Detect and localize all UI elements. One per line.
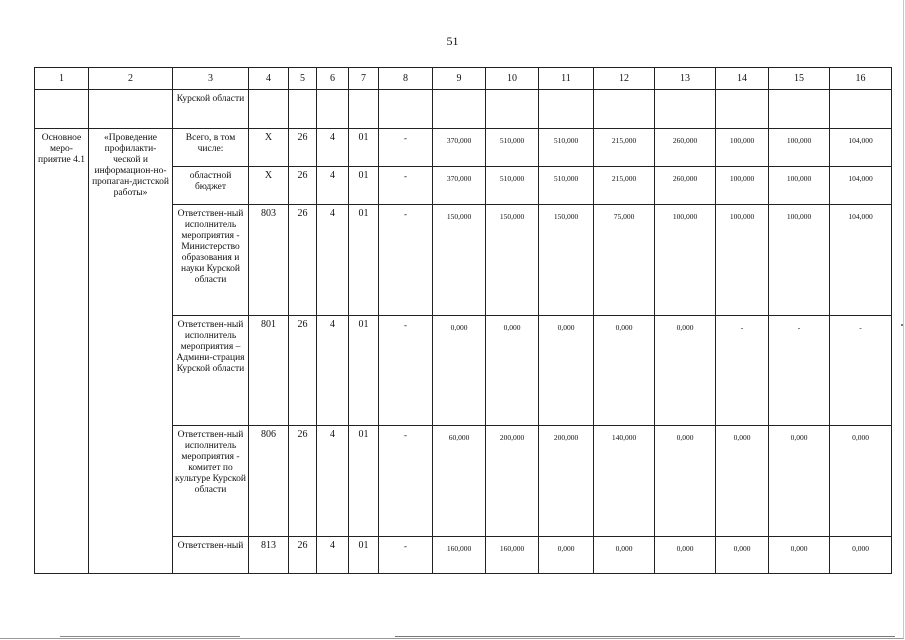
row-description: Курской области [173, 90, 249, 129]
value-cell: 100,000 [769, 205, 830, 316]
scan-artifact [901, 324, 903, 326]
value-cell: 0,000 [830, 537, 892, 574]
value-cell: 150,000 [486, 205, 539, 316]
budget-table [34, 67, 892, 574]
value-cell: 0,000 [594, 316, 655, 426]
value-cell: 370,000 [433, 129, 486, 167]
value-cell: 260,000 [655, 167, 716, 205]
cell-c7: 01 [349, 129, 379, 167]
value-cell: 510,000 [539, 129, 594, 167]
event-title: «Проведение профилакти-ческой и информацион-но-пропаган-дистской работы» [89, 129, 173, 574]
row-description: областной бюджет [173, 167, 249, 205]
header-cell: 12 [594, 68, 655, 90]
value-cell: 0,000 [716, 537, 769, 574]
value-cell: 0,000 [655, 316, 716, 426]
value-cell: 160,000 [433, 537, 486, 574]
value-cell: 104,000 [830, 167, 892, 205]
header-cell: 2 [89, 68, 173, 90]
value-cell: 100,000 [655, 205, 716, 316]
cell-c7: 01 [349, 205, 379, 316]
value-cell: 0,000 [716, 426, 769, 537]
cell-c5: 26 [289, 316, 317, 426]
value-cell: 75,000 [594, 205, 655, 316]
header-cell: 7 [349, 68, 379, 90]
value-cell: 0,000 [539, 537, 594, 574]
value-cell: - [830, 316, 892, 426]
cell-c7: 01 [349, 426, 379, 537]
value-cell: - [769, 316, 830, 426]
header-cell: 6 [317, 68, 349, 90]
value-cell: 160,000 [486, 537, 539, 574]
value-cell: 215,000 [594, 167, 655, 205]
cell-c7: 01 [349, 316, 379, 426]
value-cell: 100,000 [769, 129, 830, 167]
value-cell: 0,000 [486, 316, 539, 426]
cell-c6: 4 [317, 129, 349, 167]
cell-c6: 4 [317, 316, 349, 426]
header-cell: 8 [379, 68, 433, 90]
value-cell: 510,000 [539, 167, 594, 205]
cell-c8: - [379, 537, 433, 574]
row-description: Ответствен-ный исполнитель мероприятия – Админи-страция Курской области [173, 316, 249, 426]
event-label: Основное меро-приятие 4.1 [35, 129, 89, 574]
value-cell: 0,000 [769, 426, 830, 537]
cell-c8: - [379, 205, 433, 316]
value-cell: 0,000 [655, 537, 716, 574]
value-cell: 104,000 [830, 129, 892, 167]
table-row [35, 129, 892, 167]
value-cell: 260,000 [655, 129, 716, 167]
value-cell: 370,000 [433, 167, 486, 205]
page-number: 51 [446, 34, 459, 48]
cell-c4: Х [249, 129, 289, 167]
cell-c5: 26 [289, 205, 317, 316]
cell-c5: 26 [289, 426, 317, 537]
cell-c5: 26 [289, 537, 317, 574]
cell-c8: - [379, 129, 433, 167]
header-cell: 5 [289, 68, 317, 90]
cell-c5: 26 [289, 129, 317, 167]
value-cell: 100,000 [769, 167, 830, 205]
scan-edge-line [60, 636, 240, 637]
cell-c7: 01 [349, 537, 379, 574]
row-description: Ответствен-ный исполнитель мероприятия - Министерство образования и науки Курской области [173, 205, 249, 316]
value-cell: 0,000 [539, 316, 594, 426]
value-cell: 0,000 [769, 537, 830, 574]
value-cell: - [716, 316, 769, 426]
value-cell: 215,000 [594, 129, 655, 167]
cell-c8: - [379, 426, 433, 537]
header-cell: 15 [769, 68, 830, 90]
header-cell: 10 [486, 68, 539, 90]
row-description: Ответствен-ный [173, 537, 249, 574]
value-cell: 140,000 [594, 426, 655, 537]
header-cell: 9 [433, 68, 486, 90]
value-cell: 0,000 [830, 426, 892, 537]
header-cell: 11 [539, 68, 594, 90]
cell-c4: 801 [249, 316, 289, 426]
cell-c8: - [379, 167, 433, 205]
header-cell: 1 [35, 68, 89, 90]
table-header-row [35, 68, 892, 90]
cell-c7: 01 [349, 167, 379, 205]
value-cell: 200,000 [486, 426, 539, 537]
value-cell: 100,000 [716, 129, 769, 167]
cell-c6: 4 [317, 167, 349, 205]
cell-c6: 4 [317, 205, 349, 316]
value-cell: 60,000 [433, 426, 486, 537]
header-cell: 13 [655, 68, 716, 90]
value-cell: 150,000 [539, 205, 594, 316]
cell-c4: Х [249, 167, 289, 205]
cell-c4: 803 [249, 205, 289, 316]
value-cell: 104,000 [830, 205, 892, 316]
header-cell: 3 [173, 68, 249, 90]
header-cell: 14 [716, 68, 769, 90]
header-cell: 16 [830, 68, 892, 90]
cell-c6: 4 [317, 537, 349, 574]
value-cell: 200,000 [539, 426, 594, 537]
table-row-continuation [35, 90, 892, 129]
row-description: Ответствен-ный исполнитель мероприятия - комитет по культуре Курской области [173, 426, 249, 537]
header-cell: 4 [249, 68, 289, 90]
value-cell: 100,000 [716, 167, 769, 205]
row-description: Всего, в том числе: [173, 129, 249, 167]
cell-c5: 26 [289, 167, 317, 205]
cell-c8: - [379, 316, 433, 426]
cell-c4: 813 [249, 537, 289, 574]
value-cell: 510,000 [486, 129, 539, 167]
scan-edge-line [395, 636, 895, 637]
value-cell: 100,000 [716, 205, 769, 316]
cell-c6: 4 [317, 426, 349, 537]
value-cell: 0,000 [655, 426, 716, 537]
value-cell: 150,000 [433, 205, 486, 316]
cell-c4: 806 [249, 426, 289, 537]
value-cell: 0,000 [594, 537, 655, 574]
value-cell: 510,000 [486, 167, 539, 205]
value-cell: 0,000 [433, 316, 486, 426]
